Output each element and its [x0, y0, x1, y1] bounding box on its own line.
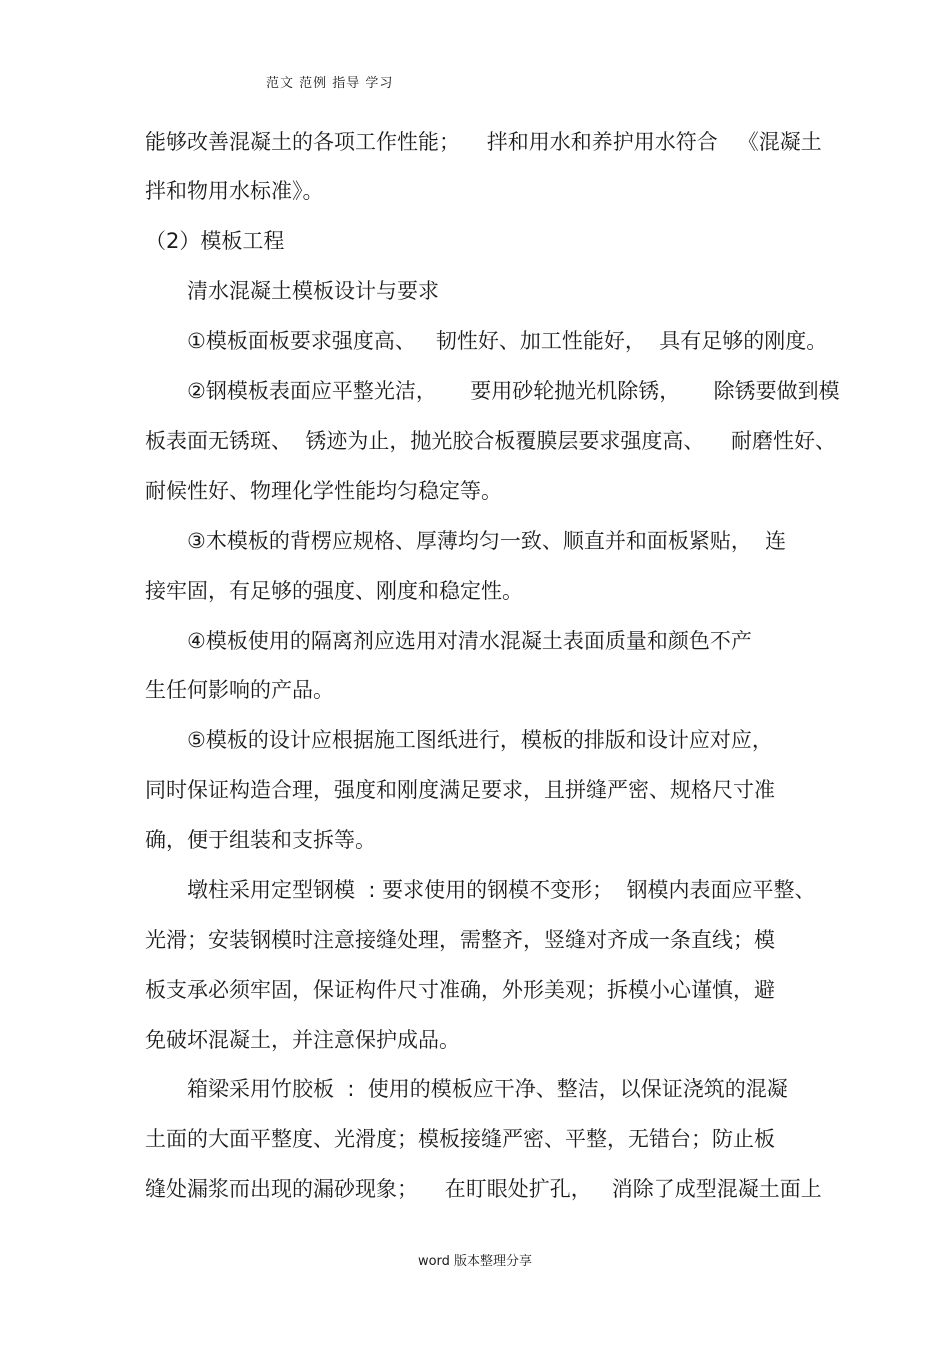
- body-line: 耐候性好、物理化学性能均匀稳定等。: [145, 479, 502, 503]
- subsection-heading: 清水混凝土模板设计与要求: [187, 279, 439, 303]
- body-line: 箱梁采用竹胶板 : 使用的模板应干净、整洁，以保证浇筑的混凝: [187, 1077, 788, 1101]
- body-line: 墩柱采用定型钢模 : 要求使用的钢模不变形； 钢模内表面应平整、: [187, 878, 816, 902]
- body-line: 确，便于组装和支拆等。: [145, 828, 376, 852]
- section-heading: （2）模板工程: [145, 229, 285, 253]
- body-line: ⑤模板的设计应根据施工图纸进行，模板的排版和设计应对应，: [187, 728, 773, 752]
- page-footer: word 版本整理分享: [417, 1254, 533, 1269]
- body-line: ①模板面板要求强度高、 韧性好、加工性能好， 具有足够的刚度。: [187, 329, 828, 353]
- body-line: ④模板使用的隔离剂应选用对清水混凝土表面质量和颜色不产: [187, 629, 752, 653]
- body-line: 同时保证构造合理，强度和刚度满足要求，且拼缝严密、规格尺寸准: [145, 778, 775, 802]
- body-line: 缝处漏浆而出现的漏砂现象； 在盯眼处扩孔， 消除了成型混凝土面上: [145, 1177, 822, 1201]
- body-line: 免破坏混凝土，并注意保护成品。: [145, 1028, 460, 1052]
- body-line: 接牢固，有足够的强度、刚度和稳定性。: [145, 579, 523, 603]
- body-line: 板表面无锈斑、 锈迹为止，抛光胶合板覆膜层要求强度高、 耐磨性好、: [145, 429, 837, 453]
- page-header: 范文 范例 指导 学习: [266, 76, 394, 91]
- body-line: 能够改善混凝土的各项工作性能； 拌和用水和养护用水符合 《混凝土: [145, 130, 822, 154]
- body-line: ②钢模板表面应平整光洁， 要用砂轮抛光机除锈， 除锈要做到模: [187, 379, 840, 403]
- body-line: 板支承必须牢固，保证构件尺寸准确，外形美观；拆模小心谨慎，避: [145, 978, 775, 1002]
- body-line: 拌和物用水标准》。: [145, 179, 324, 203]
- body-line: 土面的大面平整度、光滑度；模板接缝严密、平整，无错台；防止板: [145, 1127, 775, 1151]
- body-line: 光滑；安装钢模时注意接缝处理，需整齐，竖缝对齐成一条直线；模: [145, 928, 775, 952]
- body-line: ③木模板的背楞应规格、厚薄均匀一致、顺直并和面板紧贴， 连: [187, 529, 787, 553]
- body-line: 生任何影响的产品。: [145, 678, 334, 702]
